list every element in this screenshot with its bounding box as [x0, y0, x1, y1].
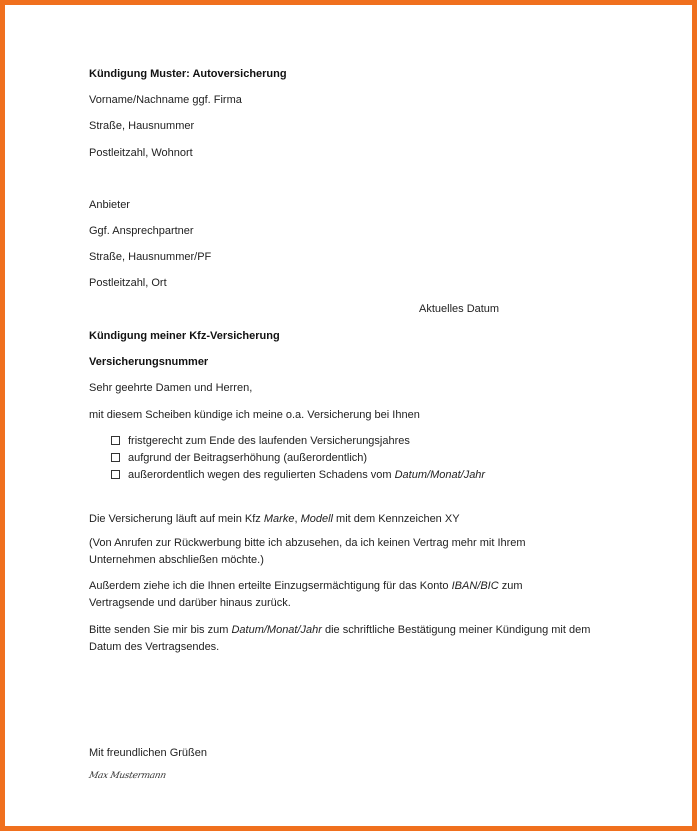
recipient-street: Straße, Hausnummer/PF: [89, 251, 212, 263]
vehicle-make: Marke: [263, 513, 295, 525]
checkbox-icon[interactable]: [111, 436, 120, 445]
option-row: [111, 434, 410, 448]
checkbox-icon[interactable]: [111, 453, 120, 462]
closing: Mit freundlichen Grüßen: [89, 747, 207, 759]
recipient-contact: Ggf. Ansprechpartner: [89, 225, 194, 237]
recipient-provider: Anbieter: [89, 199, 130, 211]
account-placeholder: IBAN/BIC: [451, 580, 499, 592]
confirmation-date-placeholder: Datum/Monat/Jahr: [231, 624, 322, 636]
option-label: fristgerecht zum Ende des laufenden Versicherungsjahres: [128, 435, 410, 447]
sender-street: Straße, Hausnummer: [89, 120, 195, 132]
intro-text: mit diesem Scheiben kündige ich meine o.a. Versicherung bei Ihnen: [89, 409, 420, 421]
recipient-city: Postleitzahl, Ort: [89, 277, 167, 289]
direct-debit-paragraph: Außerdem ziehe ich die Ihnen erteilte Einzugsermächtigung für das Konto IBAN/BIC zum Vertragsende und darüber hinaus zurück.: [89, 580, 523, 609]
salutation: Sehr geehrte Damen und Herren,: [89, 382, 253, 394]
letter-date: Aktuelles Datum: [419, 303, 500, 315]
sender-city: Postleitzahl, Wohnort: [89, 147, 193, 159]
vehicle-paragraph: Die Versicherung läuft auf mein Kfz Marke, Modell mit dem Kennzeichen XY: [89, 513, 460, 525]
confirmation-paragraph: Bitte senden Sie mir bis zum Datum/Monat/Jahr die schriftliche Bestätigung meiner Kündigung mit dem Datum des Vertragsendes.: [89, 624, 591, 653]
option-row: [111, 451, 367, 465]
signature: Max Mustermann: [87, 771, 167, 781]
option-date-placeholder: Datum/Monat/Jahr: [394, 469, 486, 481]
option-row: [111, 468, 485, 482]
option-label: aufgrund der Beitragserhöhung (außerordentlich): [128, 452, 368, 464]
policy-number: Versicherungsnummer: [89, 356, 209, 368]
checkbox-icon[interactable]: [111, 470, 120, 479]
vehicle-model: Modell: [300, 513, 333, 525]
letter-subject: Kündigung meiner Kfz-Versicherung: [89, 330, 280, 342]
letter-title: Kündigung Muster: Autoversicherung: [89, 68, 287, 80]
sender-name: Vorname/Nachname ggf. Firma: [89, 94, 242, 106]
option-label: außerordentlich wegen des regulierten Schadens vom: [128, 469, 395, 481]
no-calls-paragraph: (Von Anrufen zur Rückwerbung bitte ich abzusehen, da ich keinen Vertrag mehr mit Ihrem Unternehmen abschließen möchte.): [89, 537, 526, 566]
